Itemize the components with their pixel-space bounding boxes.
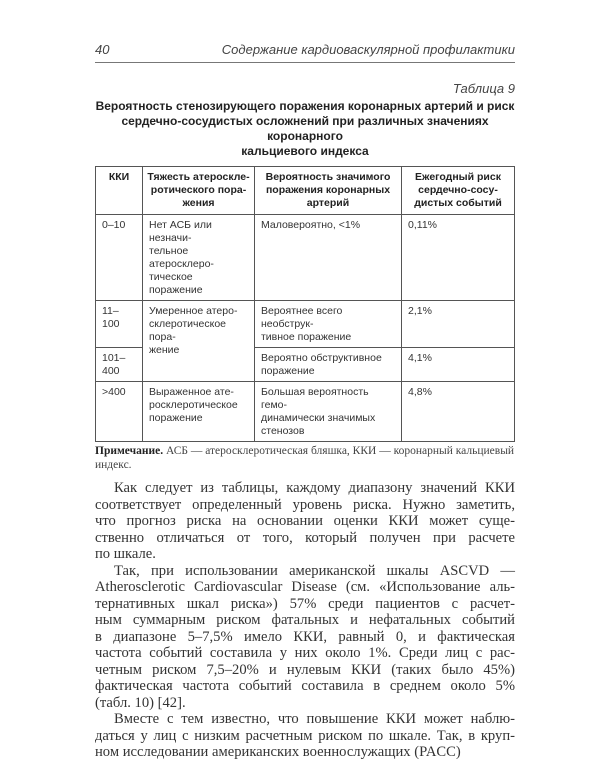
cell-risk: 4,8%	[402, 382, 515, 442]
column-header: ККИ	[96, 167, 143, 215]
cell-cki: 0–10	[96, 215, 143, 301]
paragraph-line: что прогноз риска на основании оценки ККИ может суще-	[95, 513, 515, 529]
note-text: АСБ — атеросклеротическая бляшка, ККИ — коронарный кальциевый индекс.	[95, 445, 515, 471]
cell-risk: 2,1%	[402, 301, 515, 348]
body-text	[95, 480, 515, 761]
table-header-row	[96, 167, 515, 215]
page-column	[95, 0, 515, 771]
paragraph-line: тернативных шкал риска») 57% среди пациентов с расчет-	[95, 595, 515, 612]
cell-probability: Вероятно обструктивное поражение	[255, 348, 402, 382]
table-label: Таблица 9	[452, 81, 515, 96]
paragraph-line: фактическая частота событий составила в среднем около 5%	[95, 678, 515, 694]
cell-probability: Маловероятно, <1%	[255, 215, 402, 301]
cell-cki: 101–400	[96, 348, 143, 382]
cell-severity: Нет АСБ или незначи- тельное атеросклеро- тическое поражение	[143, 215, 255, 301]
table-note	[95, 445, 515, 472]
running-title: Содержание кардиоваскулярной профилактики	[221, 42, 515, 57]
table-title: Вероятность стенозирующего поражения коронарных артерий и риск сердечно-сосудистых осложнений при различных значениях коронарного кальциевого индекса	[95, 99, 515, 158]
cell-severity: Выраженное ате- росклеротическое поражение	[143, 382, 255, 442]
cell-cki: >400	[96, 382, 143, 442]
table-row	[96, 215, 515, 301]
page-number: 40	[95, 42, 110, 57]
column-header: Тяжесть атероскле- ротического пора- жения	[143, 167, 255, 215]
cell-severity: Умеренное атеро- склеротическое пора- жение	[143, 301, 255, 382]
paragraph-line: четным риском 7,5–20% и нулевым ККИ (таких было 45%)	[95, 661, 515, 678]
cell-probability: Большая вероятность гемо- динамически значимых стенозов	[255, 382, 402, 442]
paragraph-line: ным суммарным риском фатальных и нефатальных событий	[95, 612, 515, 628]
paragraph-line: Atherosclerotic Cardiovascular Disease (см. «Использование аль-	[95, 579, 515, 595]
paragraph-line: Вместе с тем известно, что повышение ККИ может наблю-	[114, 711, 515, 727]
paragraph-line: частота событий составила у них около 1%. Среди лиц с рас-	[95, 645, 515, 661]
note-label: Примечание.	[95, 445, 164, 457]
paragraph-line: ном исследовании американских военнослужащих (PACC)	[95, 744, 461, 760]
paragraph-line: ственно отличаться от того, который получен при расчете	[95, 529, 515, 546]
paragraph-line: соответствует определенный уровень риска. Нужно заметить,	[95, 496, 515, 513]
cell-risk: 0,11%	[402, 215, 515, 301]
paragraph-line: Как следует из таблицы, каждому диапазону значений ККИ	[114, 480, 515, 496]
paragraph-line: (табл. 10) [42].	[95, 694, 186, 711]
table-row	[96, 301, 515, 348]
cell-cki: 11–100	[96, 301, 143, 348]
cell-risk: 4,1%	[402, 348, 515, 382]
column-header: Ежегодный риск сердечно-сосу- дистых событий	[402, 167, 515, 215]
running-header	[95, 42, 515, 63]
table-row	[96, 382, 515, 442]
column-header: Вероятность значимого поражения коронарных артерий	[255, 167, 402, 215]
paragraph-line: по шкале.	[95, 546, 156, 562]
cell-probability: Вероятнее всего необструк- тивное поражение	[255, 301, 402, 348]
data-table	[95, 166, 515, 442]
paragraph-line: Так, при использовании американской шкалы ASCVD —	[114, 562, 515, 579]
paragraph-line: в диапазоне 5–7,5% имело ККИ, равный 0, и фактическая	[95, 628, 515, 645]
paragraph-line: даться у лиц с низким расчетным риском по шкале. Так, в круп-	[95, 727, 515, 744]
